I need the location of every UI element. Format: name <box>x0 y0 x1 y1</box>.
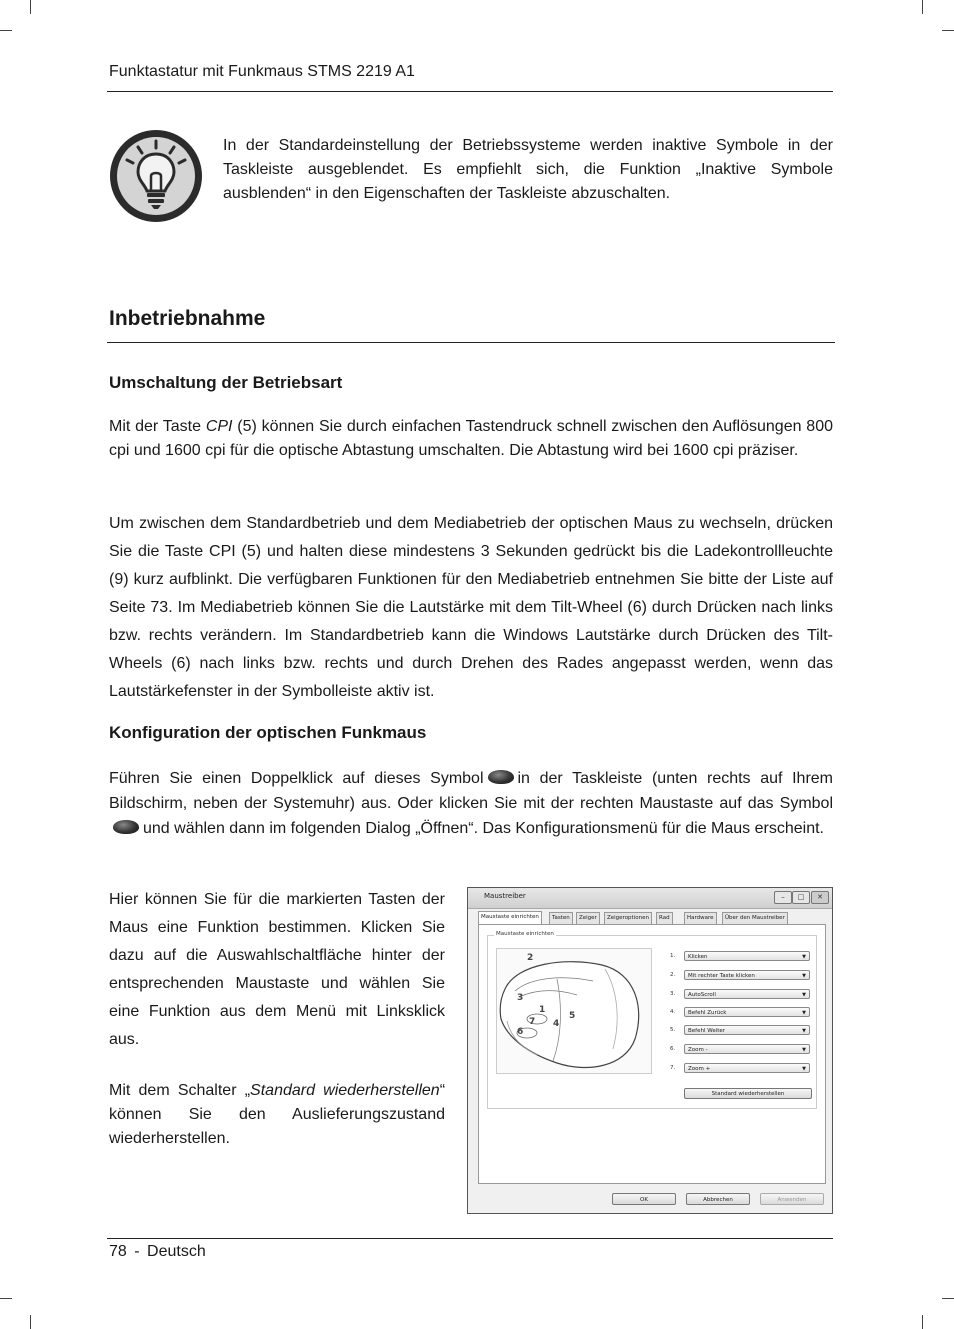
dropdown-arrow-icon: ▼ <box>802 1028 806 1034</box>
crop-mark <box>942 1298 954 1299</box>
paragraph <box>109 1079 445 1151</box>
marker-label: 2 <box>527 953 534 963</box>
tab-wheel[interactable]: Rad <box>656 912 673 924</box>
header-rule <box>107 91 833 92</box>
marker-label: 4 <box>553 1019 560 1029</box>
row-number: 6. <box>670 1046 676 1052</box>
text: Führen Sie einen Doppelklick auf dieses Symbol <box>109 770 484 787</box>
row-number: 1. <box>670 953 676 959</box>
mouse-tray-icon <box>113 820 139 834</box>
lightbulb-icon <box>108 128 204 224</box>
marker-label: 5 <box>569 1011 576 1021</box>
tab-hardware[interactable]: Hardware <box>684 912 717 924</box>
paragraph <box>109 415 833 463</box>
apply-button[interactable]: Anwenden <box>760 1193 824 1205</box>
section-title: Inbetriebnahme <box>109 307 266 330</box>
tab-buttons[interactable]: Tasten <box>549 912 573 924</box>
tip-text: In der Standardeinstellung der Betriebssysteme werden inaktive Symbole in der Taskleiste ausgeblendet. Es empfiehlt sich, die Funktion „Inaktive Symbole ausblenden“ in den Eigenschaften der Taskleiste abzuschalten. <box>223 137 833 202</box>
running-header: Funktastatur mit Funkmaus STMS 2219 A1 <box>109 63 415 80</box>
text: in der Taskleiste (unten rechts auf Ihrem Bildschirm, neben der Systemuhr) aus. Oder klicken Sie mit der rechten Maustaste auf das Symbol <box>109 770 833 812</box>
text: und wählen dann im folgenden Dialog „Öffnen“. Das Konfigurationsmenü für die Maus erscheint. <box>143 820 824 837</box>
tab-pointer[interactable]: Zeiger <box>576 912 600 924</box>
marker-label: 6 <box>517 1027 524 1037</box>
select-value: Zoom + <box>688 1066 711 1072</box>
row-number: 5. <box>670 1027 676 1033</box>
dialog-title: Maustreiber <box>484 892 526 900</box>
row-number: 4. <box>670 1009 676 1015</box>
section-rule <box>107 342 835 343</box>
button-2-select[interactable] <box>684 970 810 980</box>
paragraph <box>109 766 833 841</box>
select-value: Mit rechter Taste klicken <box>688 973 755 979</box>
button-name: Standard wiederherstellen <box>250 1082 440 1099</box>
dropdown-arrow-icon: ▼ <box>802 1010 806 1016</box>
tab-panel <box>478 924 826 1184</box>
row-number: 3. <box>670 991 676 997</box>
select-value: Befehl Weiter <box>688 1028 726 1034</box>
select-value: Zoom - <box>688 1047 708 1053</box>
tab-pointer-options[interactable]: Zeigeroptionen <box>604 912 652 924</box>
text: Mit dem Schalter „ <box>109 1082 251 1099</box>
page-footer <box>109 1243 206 1261</box>
crop-mark <box>922 0 923 14</box>
page-number: 78 <box>109 1243 127 1260</box>
mouse-driver-dialog <box>467 887 833 1214</box>
mouse-diagram <box>496 948 652 1074</box>
paragraph: Um zwischen dem Standardbetrieb und dem Mediabetrieb der optischen Maus zu wechseln, drücken Sie die Taste CPI (5) und halten diese mindestens 3 Sekunden gedrückt bis die Ladekontrollleuchte (9) kurz aufblinkt. Die verfügbaren Funktionen für den Mediabetrieb entnehmen Sie bitte der Liste auf Seite 73. Im Mediabetrieb können Sie die Lautstärke mit dem Tilt-Wheel (6) durch Drücken nach links bzw. rechts verändern. Im Standardbetrieb kann die Windows Lautstärke durch Drücken des Tilt-Wheels (6) nach links bzw. rechts und durch Drehen des Rades angepasst werden, wenn das Lautstärkefenster in der Symbolleiste aktiv ist. <box>109 515 833 700</box>
dropdown-arrow-icon: ▼ <box>802 1066 806 1072</box>
text: (5) können Sie durch einfachen Tastendruck schnell zwischen den Auflösungen 800 cpi und 1600 cpi für die optische Abtastung umschalten. Die Abtastung wird bei 1600 cpi präziser. <box>109 418 833 459</box>
minimize-icon[interactable]: – <box>774 891 792 904</box>
key-name: CPI <box>205 418 233 435</box>
footer-language: Deutsch <box>147 1243 206 1260</box>
ok-button[interactable]: OK <box>612 1193 676 1205</box>
maximize-icon[interactable]: □ <box>792 891 810 904</box>
text: “ können Sie den Auslieferungszustand wiederherstellen. <box>109 1082 446 1147</box>
title-bar <box>468 888 832 909</box>
crop-mark <box>942 30 954 31</box>
marker-label: 7 <box>529 1017 536 1027</box>
subsection-title: Umschaltung der Betriebsart <box>109 373 343 392</box>
select-value: AutoScroll <box>688 992 716 998</box>
crop-mark <box>0 1298 12 1299</box>
button-6-select[interactable] <box>684 1044 810 1054</box>
cancel-button[interactable]: Abbrechen <box>686 1193 750 1205</box>
tab-button-setup[interactable]: Maustaste einrichten <box>478 911 542 925</box>
paragraph: Hier können Sie für die markierten Tasten der Maus eine Funktion bestimmen. Klicken Sie dazu auf die Auswahlschaltfläche hinter der entsprechenden Maustaste und wählen Sie eine Funktion aus dem Menü mit Linksklick aus. <box>109 891 445 1048</box>
separator: - <box>134 1243 140 1260</box>
crop-mark <box>30 1315 31 1329</box>
subsection-title: Konfiguration der optischen Funkmaus <box>109 723 427 742</box>
text: Mit der Taste <box>109 418 206 435</box>
restore-defaults-button[interactable]: Standard wiederherstellen <box>684 1088 812 1099</box>
dropdown-arrow-icon: ▼ <box>802 954 806 960</box>
select-value: Befehl Zurück <box>688 1010 727 1016</box>
button-4-select[interactable] <box>684 1007 810 1017</box>
marker-label: 3 <box>517 993 524 1003</box>
row-number: 2. <box>670 972 676 978</box>
crop-mark <box>0 30 12 31</box>
button-5-select[interactable] <box>684 1025 810 1035</box>
marker-label: 1 <box>539 1005 546 1015</box>
row-number: 7. <box>670 1065 676 1071</box>
button-3-select[interactable] <box>684 989 810 999</box>
button-1-select[interactable] <box>684 951 810 961</box>
dropdown-arrow-icon: ▼ <box>802 992 806 998</box>
footer-rule <box>107 1238 833 1239</box>
crop-mark <box>922 1315 923 1329</box>
button-7-select[interactable] <box>684 1063 810 1073</box>
select-value: Klicken <box>688 954 708 960</box>
button-setup-group <box>487 931 817 1109</box>
close-icon[interactable]: ✕ <box>811 891 829 904</box>
dropdown-arrow-icon: ▼ <box>802 973 806 979</box>
tab-about[interactable]: Über den Maustreiber <box>722 912 788 924</box>
crop-mark <box>30 0 31 14</box>
mouse-tray-icon <box>488 770 514 784</box>
group-label: Maustaste einrichten <box>496 931 554 937</box>
dropdown-arrow-icon: ▼ <box>802 1047 806 1053</box>
